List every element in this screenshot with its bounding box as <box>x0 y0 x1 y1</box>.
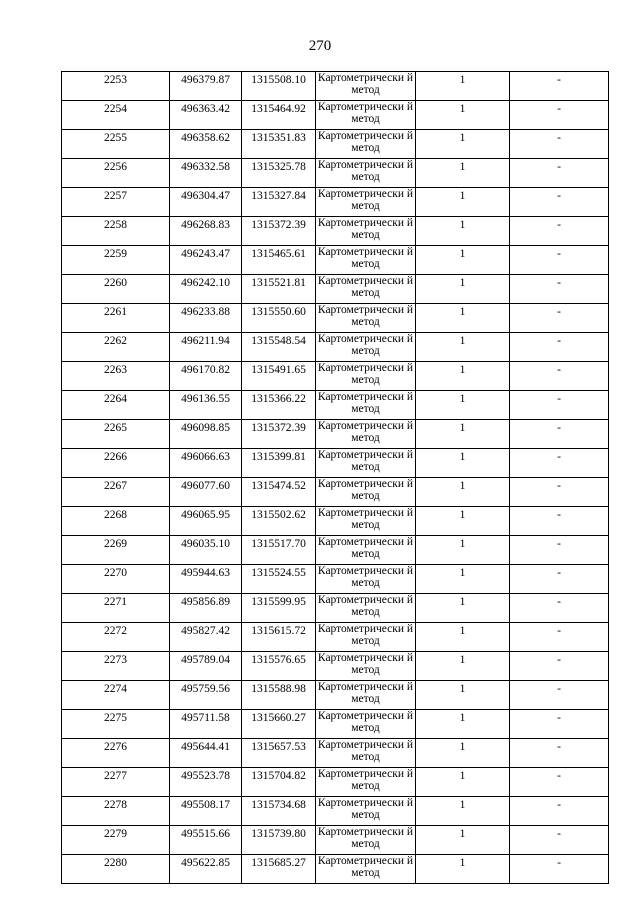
count-cell: 1 <box>416 739 510 768</box>
x-coordinate-cell: 495523.78 <box>170 768 242 797</box>
table-row <box>62 217 609 246</box>
point-number-cell: 2279 <box>62 826 170 855</box>
y-coordinate-cell: 1315548.54 <box>242 333 316 362</box>
y-coordinate-cell: 1315491.65 <box>242 362 316 391</box>
point-number-cell: 2277 <box>62 768 170 797</box>
table-row <box>62 710 609 739</box>
count-cell: 1 <box>416 449 510 478</box>
x-coordinate-cell: 496098.85 <box>170 420 242 449</box>
x-coordinate-cell: 496065.95 <box>170 507 242 536</box>
count-cell: 1 <box>416 217 510 246</box>
method-cell: Картометрически й метод <box>316 536 416 565</box>
point-number-cell: 2254 <box>62 101 170 130</box>
point-number-cell: 2272 <box>62 623 170 652</box>
note-cell: - <box>510 246 609 275</box>
note-cell: - <box>510 536 609 565</box>
x-coordinate-cell: 495515.66 <box>170 826 242 855</box>
note-cell: - <box>510 739 609 768</box>
y-coordinate-cell: 1315502.62 <box>242 507 316 536</box>
point-number-cell: 2261 <box>62 304 170 333</box>
note-cell: - <box>510 652 609 681</box>
table-row <box>62 246 609 275</box>
point-number-cell: 2280 <box>62 855 170 884</box>
y-coordinate-cell: 1315615.72 <box>242 623 316 652</box>
method-cell: Картометрически й метод <box>316 188 416 217</box>
x-coordinate-cell: 496242.10 <box>170 275 242 304</box>
count-cell: 1 <box>416 652 510 681</box>
method-cell: Картометрически й метод <box>316 594 416 623</box>
y-coordinate-cell: 1315739.80 <box>242 826 316 855</box>
table-row <box>62 333 609 362</box>
point-number-cell: 2273 <box>62 652 170 681</box>
method-cell: Картометрически й метод <box>316 855 416 884</box>
point-number-cell: 2255 <box>62 130 170 159</box>
note-cell: - <box>510 130 609 159</box>
x-coordinate-cell: 496304.47 <box>170 188 242 217</box>
method-cell: Картометрически й метод <box>316 159 416 188</box>
note-cell: - <box>510 623 609 652</box>
x-coordinate-cell: 495856.89 <box>170 594 242 623</box>
table-row <box>62 130 609 159</box>
note-cell: - <box>510 797 609 826</box>
method-cell: Картометрически й метод <box>316 739 416 768</box>
method-cell: Картометрически й метод <box>316 565 416 594</box>
x-coordinate-cell: 495622.85 <box>170 855 242 884</box>
note-cell: - <box>510 594 609 623</box>
count-cell: 1 <box>416 101 510 130</box>
method-cell: Картометрически й метод <box>316 217 416 246</box>
table-row <box>62 768 609 797</box>
y-coordinate-cell: 1315685.27 <box>242 855 316 884</box>
x-coordinate-cell: 496243.47 <box>170 246 242 275</box>
note-cell: - <box>510 391 609 420</box>
y-coordinate-cell: 1315517.70 <box>242 536 316 565</box>
count-cell: 1 <box>416 333 510 362</box>
y-coordinate-cell: 1315351.83 <box>242 130 316 159</box>
table-row <box>62 826 609 855</box>
y-coordinate-cell: 1315474.52 <box>242 478 316 507</box>
point-number-cell: 2264 <box>62 391 170 420</box>
y-coordinate-cell: 1315704.82 <box>242 768 316 797</box>
y-coordinate-cell: 1315576.65 <box>242 652 316 681</box>
method-cell: Картометрически й метод <box>316 101 416 130</box>
coordinates-table <box>61 71 609 884</box>
note-cell: - <box>510 855 609 884</box>
point-number-cell: 2270 <box>62 565 170 594</box>
y-coordinate-cell: 1315465.61 <box>242 246 316 275</box>
point-number-cell: 2260 <box>62 275 170 304</box>
method-cell: Картометрически й метод <box>316 507 416 536</box>
count-cell: 1 <box>416 246 510 275</box>
x-coordinate-cell: 495711.58 <box>170 710 242 739</box>
table-row <box>62 565 609 594</box>
method-cell: Картометрически й метод <box>316 768 416 797</box>
count-cell: 1 <box>416 623 510 652</box>
point-number-cell: 2258 <box>62 217 170 246</box>
method-cell: Картометрически й метод <box>316 304 416 333</box>
count-cell: 1 <box>416 768 510 797</box>
x-coordinate-cell: 495827.42 <box>170 623 242 652</box>
y-coordinate-cell: 1315508.10 <box>242 72 316 101</box>
y-coordinate-cell: 1315660.27 <box>242 710 316 739</box>
table-row <box>62 304 609 333</box>
point-number-cell: 2269 <box>62 536 170 565</box>
method-cell: Картометрически й метод <box>316 623 416 652</box>
count-cell: 1 <box>416 681 510 710</box>
table-row <box>62 739 609 768</box>
table-row <box>62 478 609 507</box>
point-number-cell: 2257 <box>62 188 170 217</box>
note-cell: - <box>510 768 609 797</box>
table-row <box>62 855 609 884</box>
method-cell: Картометрически й метод <box>316 333 416 362</box>
count-cell: 1 <box>416 391 510 420</box>
note-cell: - <box>510 333 609 362</box>
note-cell: - <box>510 304 609 333</box>
y-coordinate-cell: 1315588.98 <box>242 681 316 710</box>
point-number-cell: 2274 <box>62 681 170 710</box>
note-cell: - <box>510 710 609 739</box>
x-coordinate-cell: 495508.17 <box>170 797 242 826</box>
count-cell: 1 <box>416 710 510 739</box>
method-cell: Картометрически й метод <box>316 710 416 739</box>
x-coordinate-cell: 496066.63 <box>170 449 242 478</box>
x-coordinate-cell: 495759.56 <box>170 681 242 710</box>
count-cell: 1 <box>416 478 510 507</box>
table-row <box>62 159 609 188</box>
count-cell: 1 <box>416 130 510 159</box>
point-number-cell: 2271 <box>62 594 170 623</box>
count-cell: 1 <box>416 72 510 101</box>
count-cell: 1 <box>416 797 510 826</box>
x-coordinate-cell: 496077.60 <box>170 478 242 507</box>
count-cell: 1 <box>416 188 510 217</box>
table-row <box>62 275 609 304</box>
count-cell: 1 <box>416 507 510 536</box>
x-coordinate-cell: 495644.41 <box>170 739 242 768</box>
method-cell: Картометрически й метод <box>316 652 416 681</box>
count-cell: 1 <box>416 362 510 391</box>
count-cell: 1 <box>416 420 510 449</box>
note-cell: - <box>510 217 609 246</box>
point-number-cell: 2265 <box>62 420 170 449</box>
method-cell: Картометрически й метод <box>316 362 416 391</box>
note-cell: - <box>510 420 609 449</box>
note-cell: - <box>510 826 609 855</box>
x-coordinate-cell: 496363.42 <box>170 101 242 130</box>
y-coordinate-cell: 1315464.92 <box>242 101 316 130</box>
table-row <box>62 362 609 391</box>
method-cell: Картометрически й метод <box>316 797 416 826</box>
x-coordinate-cell: 496332.58 <box>170 159 242 188</box>
method-cell: Картометрически й метод <box>316 681 416 710</box>
x-coordinate-cell: 496035.10 <box>170 536 242 565</box>
point-number-cell: 2267 <box>62 478 170 507</box>
point-number-cell: 2262 <box>62 333 170 362</box>
table-row <box>62 188 609 217</box>
y-coordinate-cell: 1315399.81 <box>242 449 316 478</box>
note-cell: - <box>510 188 609 217</box>
y-coordinate-cell: 1315372.39 <box>242 217 316 246</box>
coordinates-table-body <box>62 72 609 884</box>
note-cell: - <box>510 507 609 536</box>
note-cell: - <box>510 72 609 101</box>
note-cell: - <box>510 478 609 507</box>
table-row <box>62 420 609 449</box>
table-row <box>62 101 609 130</box>
method-cell: Картометрически й метод <box>316 826 416 855</box>
method-cell: Картометрически й метод <box>316 391 416 420</box>
table-row <box>62 623 609 652</box>
method-cell: Картометрически й метод <box>316 72 416 101</box>
table-row <box>62 72 609 101</box>
method-cell: Картометрически й метод <box>316 275 416 304</box>
x-coordinate-cell: 496233.88 <box>170 304 242 333</box>
y-coordinate-cell: 1315599.95 <box>242 594 316 623</box>
note-cell: - <box>510 159 609 188</box>
x-coordinate-cell: 495944.63 <box>170 565 242 594</box>
note-cell: - <box>510 101 609 130</box>
y-coordinate-cell: 1315550.60 <box>242 304 316 333</box>
table-row <box>62 797 609 826</box>
page-number: 270 <box>308 38 332 54</box>
y-coordinate-cell: 1315657.53 <box>242 739 316 768</box>
note-cell: - <box>510 565 609 594</box>
point-number-cell: 2276 <box>62 739 170 768</box>
y-coordinate-cell: 1315327.84 <box>242 188 316 217</box>
note-cell: - <box>510 449 609 478</box>
table-row <box>62 507 609 536</box>
table-row <box>62 391 609 420</box>
table-row <box>62 681 609 710</box>
method-cell: Картометрически й метод <box>316 130 416 159</box>
method-cell: Картометрически й метод <box>316 420 416 449</box>
method-cell: Картометрически й метод <box>316 246 416 275</box>
x-coordinate-cell: 496211.94 <box>170 333 242 362</box>
method-cell: Картометрически й метод <box>316 449 416 478</box>
note-cell: - <box>510 275 609 304</box>
x-coordinate-cell: 496170.82 <box>170 362 242 391</box>
method-cell: Картометрически й метод <box>316 478 416 507</box>
table-row <box>62 594 609 623</box>
count-cell: 1 <box>416 855 510 884</box>
x-coordinate-cell: 496136.55 <box>170 391 242 420</box>
count-cell: 1 <box>416 275 510 304</box>
count-cell: 1 <box>416 159 510 188</box>
table-row <box>62 652 609 681</box>
y-coordinate-cell: 1315366.22 <box>242 391 316 420</box>
x-coordinate-cell: 496268.83 <box>170 217 242 246</box>
y-coordinate-cell: 1315521.81 <box>242 275 316 304</box>
count-cell: 1 <box>416 565 510 594</box>
point-number-cell: 2275 <box>62 710 170 739</box>
point-number-cell: 2278 <box>62 797 170 826</box>
point-number-cell: 2253 <box>62 72 170 101</box>
y-coordinate-cell: 1315325.78 <box>242 159 316 188</box>
table-row <box>62 536 609 565</box>
y-coordinate-cell: 1315524.55 <box>242 565 316 594</box>
count-cell: 1 <box>416 536 510 565</box>
note-cell: - <box>510 362 609 391</box>
count-cell: 1 <box>416 594 510 623</box>
x-coordinate-cell: 496379.87 <box>170 72 242 101</box>
point-number-cell: 2266 <box>62 449 170 478</box>
x-coordinate-cell: 496358.62 <box>170 130 242 159</box>
point-number-cell: 2263 <box>62 362 170 391</box>
point-number-cell: 2256 <box>62 159 170 188</box>
note-cell: - <box>510 681 609 710</box>
count-cell: 1 <box>416 304 510 333</box>
y-coordinate-cell: 1315372.39 <box>242 420 316 449</box>
point-number-cell: 2268 <box>62 507 170 536</box>
count-cell: 1 <box>416 826 510 855</box>
y-coordinate-cell: 1315734.68 <box>242 797 316 826</box>
table-row <box>62 449 609 478</box>
x-coordinate-cell: 495789.04 <box>170 652 242 681</box>
point-number-cell: 2259 <box>62 246 170 275</box>
